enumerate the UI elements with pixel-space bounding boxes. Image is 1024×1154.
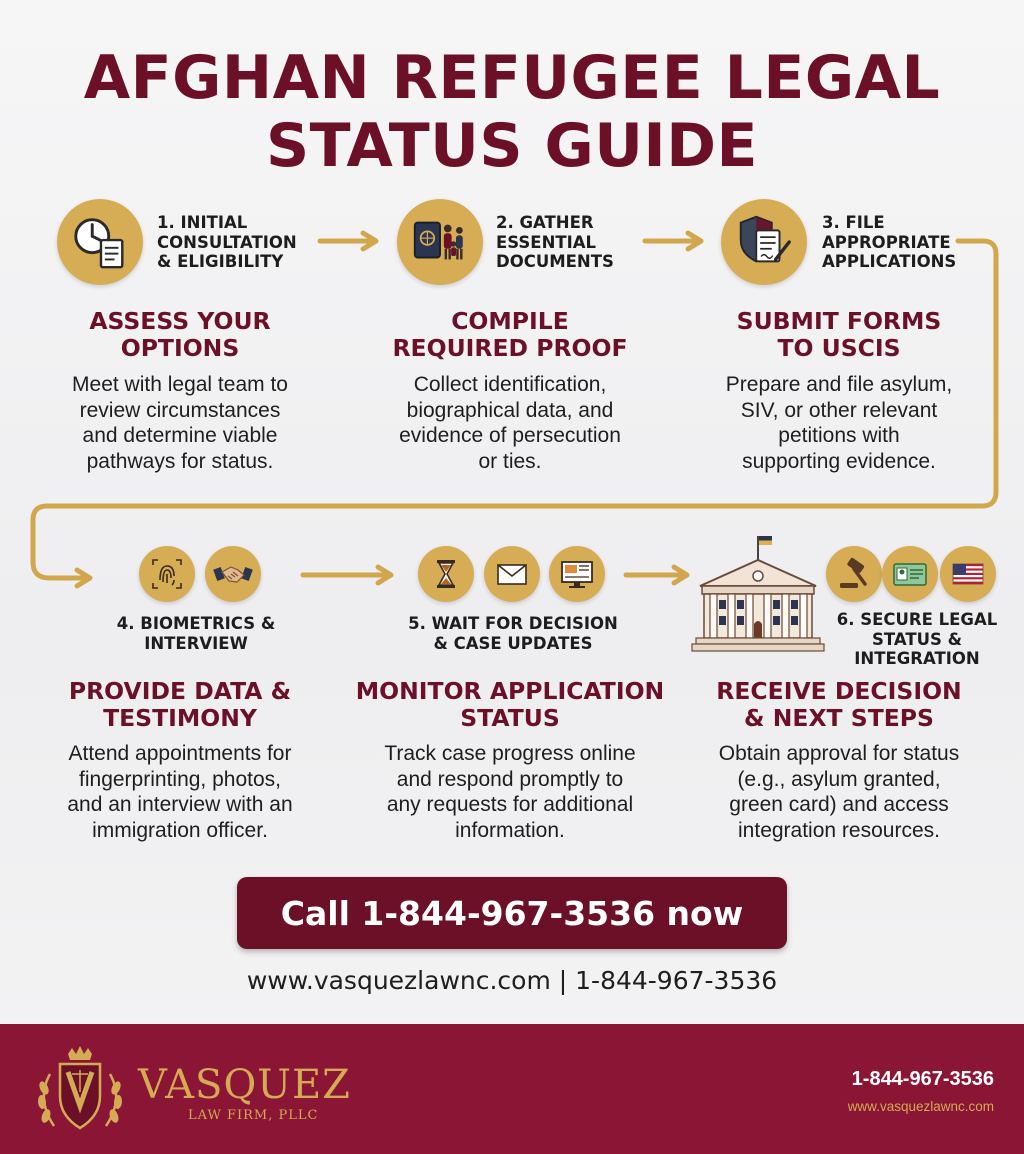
clock-document-icon [69, 211, 131, 273]
fingerprint-icon [147, 554, 187, 594]
footer-phone[interactable]: 1-844-967-3536 [851, 1068, 994, 1090]
courthouse-icon [690, 532, 826, 658]
title-line-2: STATUS GUIDE [265, 111, 759, 181]
step-6-heading: RECEIVE DECISION & NEXT STEPS [716, 677, 962, 732]
step-6-icon-badge-2 [882, 546, 938, 602]
step-5-heading: MONITOR APPLICATION STATUS [355, 677, 665, 732]
step-4-icon-badge-2 [205, 546, 261, 602]
step-5-label: 5. WAIT FOR DECISION & CASE UPDATES [408, 614, 618, 653]
step-1-heading: ASSESS YOUR OPTIONS [89, 307, 271, 362]
step-3-label: 3. FILE APPROPRIATE APPLICATIONS [822, 213, 957, 271]
footer-website[interactable]: www.vasquezlawnc.com [847, 1099, 994, 1114]
step-5-icon-badge-1 [418, 546, 474, 602]
shield-form-pen-icon [733, 211, 795, 273]
step-1-icon-badge [57, 199, 143, 285]
step-5-icon-badge-2 [484, 546, 540, 602]
step-5-description: Track case progress online and respond promptly to any requests for additional information. [384, 742, 636, 842]
step-2-heading: COMPILE REQUIRED PROOF [392, 307, 628, 362]
step-4-description: Attend appointments for fingerprinting, photos, and an interview with an immigration officer. [67, 742, 293, 842]
handshake-icon [213, 554, 253, 594]
monitor-icon [557, 554, 597, 594]
step-4-label: 4. BIOMETRICS & INTERVIEW [116, 614, 276, 653]
step-2-label: 2. GATHER ESSENTIAL DOCUMENTS [496, 213, 614, 271]
step-2-icon-badge [397, 199, 483, 285]
step-6-label: 6. SECURE LEGAL STATUS & INTEGRATION [836, 610, 998, 668]
step-4-heading: PROVIDE DATA & TESTIMONY [68, 677, 292, 732]
brand-name: VASQUEZ [138, 1062, 351, 1108]
us-flag-icon [948, 554, 988, 594]
step-6-icon-badge-3 [940, 546, 996, 602]
step-4-icon-badge-1 [139, 546, 195, 602]
green-card-icon [890, 554, 930, 594]
step-3-icon-badge [721, 199, 807, 285]
step-1-label: 1. INITIAL CONSULTATION & ELIGIBILITY [157, 213, 297, 271]
step-3-description: Prepare and file asylum, SIV, or other relevant petitions with supporting evidence. [725, 373, 953, 473]
passport-family-icon [409, 211, 471, 273]
step-6-description: Obtain approval for status (e.g., asylum granted, green card) and access integration resources. [718, 742, 960, 842]
step-5-icon-badge-3 [549, 546, 605, 602]
call-now-button[interactable]: Call 1-844-967-3536 now [237, 877, 787, 949]
hourglass-icon [426, 554, 466, 594]
law-firm-crest-logo [30, 1044, 130, 1144]
gavel-icon [834, 554, 874, 594]
step-1-description: Meet with legal team to review circumstances and determine viable pathways for status. [72, 373, 288, 473]
step-6-icon-badge-1 [826, 546, 882, 602]
envelope-icon [492, 554, 532, 594]
brand-subtitle: LAW FIRM, PLLC [188, 1108, 319, 1123]
title-line-1: AFGHAN REFUGEE LEGAL [83, 43, 941, 113]
step-2-description: Collect identification, biographical data, and evidence of persecution or ties. [399, 373, 621, 473]
step-3-heading: SUBMIT FORMS TO USCIS [736, 307, 942, 362]
contact-line[interactable]: www.vasquezlawnc.com | 1-844-967-3536 [246, 966, 778, 995]
